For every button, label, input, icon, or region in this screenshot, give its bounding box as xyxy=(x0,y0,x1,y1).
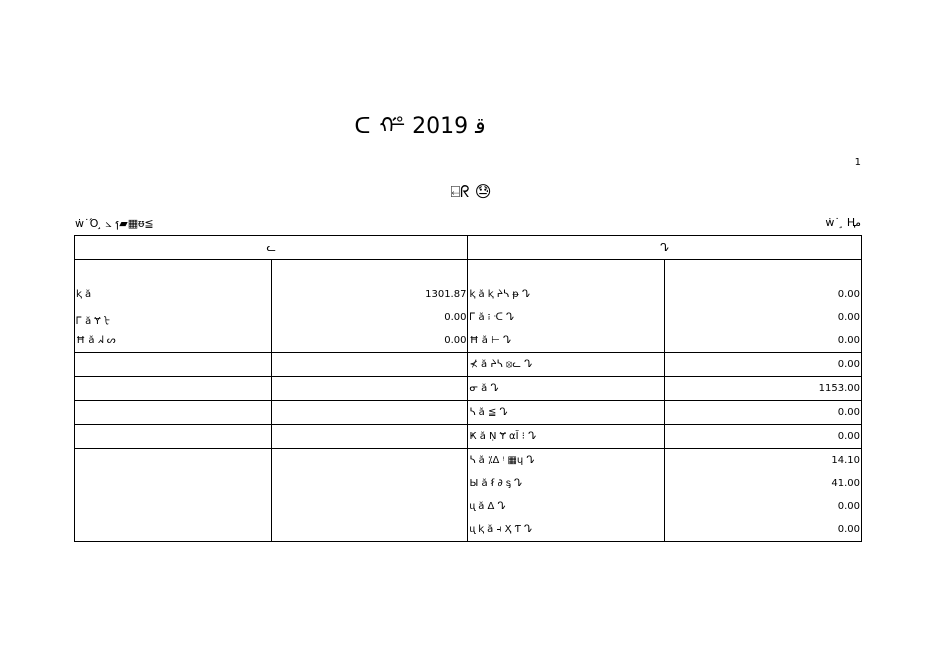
right-value-cell: 1153.00 xyxy=(665,377,862,401)
left-label-cell: Ħ ă ᖽ ᔕ xyxy=(75,329,272,353)
right-value-cell: 14.10 xyxy=(665,449,862,473)
right-value-cell: 0.00 xyxy=(665,518,862,542)
report-table xyxy=(74,235,862,542)
left-value-cell xyxy=(271,353,468,377)
right-value-cell: 0.00 xyxy=(665,329,862,353)
left-value-cell xyxy=(271,401,468,425)
report-subtitle: ⍇ᖇ 😓 xyxy=(450,182,492,201)
right-value-cell: 0.00 xyxy=(665,353,862,377)
right-label-cell: ⱪ ă ⱪ ᔨᓴ ᵽ ᖊ xyxy=(468,283,665,306)
meta-right-text: ẇ˙ ̧ Ⱨﻣ xyxy=(825,216,861,229)
table-row xyxy=(75,283,862,306)
page-number: 1 xyxy=(854,157,861,168)
left-label-cell xyxy=(75,495,272,518)
left-label-cell xyxy=(75,449,272,473)
left-value-cell: 0.00 xyxy=(271,329,468,353)
right-label-cell: ᓂ ă ᖊ xyxy=(468,377,665,401)
left-label-cell xyxy=(75,472,272,495)
report-title: ᑕ ᢚ 2019 ﻗ xyxy=(354,114,486,139)
left-label-cell xyxy=(75,401,272,425)
left-value-cell xyxy=(271,472,468,495)
right-label-cell: ᶙ ă Δ ᖊ xyxy=(468,495,665,518)
table-header-row xyxy=(75,236,862,260)
column-header-right: ᖊ xyxy=(468,236,862,260)
left-value-cell xyxy=(271,518,468,542)
right-label-cell: Ꮁ ă ፧ ᑡ ᖊ xyxy=(468,306,665,329)
meta-left-text: ẇ˙Ό ̧ ⦣ ⳕ▰▦ᵿ≦ xyxy=(75,217,154,230)
right-label-cell: ᓴ ă ⁒Δ ᵎ ▦ɥ ᖊ xyxy=(468,449,665,473)
table-row xyxy=(75,353,862,377)
table-row xyxy=(75,401,862,425)
table-row xyxy=(75,306,862,329)
left-value-cell xyxy=(271,495,468,518)
table-row xyxy=(75,425,862,449)
table-row xyxy=(75,377,862,401)
right-value-cell: 0.00 xyxy=(665,425,862,449)
right-label-cell: ᶙ ⱪ ă ⫞ Ҳ Ƭ ᖊ xyxy=(468,518,665,542)
right-label-cell: Ҝ ă Ṇ Ɏ ⍺Ĭ ⁝ ᖊ xyxy=(468,425,665,449)
left-value-cell xyxy=(271,449,468,473)
right-value-cell: 0.00 xyxy=(665,495,862,518)
table-row xyxy=(75,495,862,518)
right-label-cell: ᓴ ă ≦ ᖊ xyxy=(468,401,665,425)
left-label-cell xyxy=(75,353,272,377)
table-row xyxy=(75,518,862,542)
right-value-cell: 41.00 xyxy=(665,472,862,495)
table-row xyxy=(75,260,862,284)
right-label-cell xyxy=(468,260,665,284)
right-label-cell: ⊀ ă ᔨᓴ ⦻ᓚ ᖊ xyxy=(468,353,665,377)
table-row xyxy=(75,449,862,473)
left-label-cell xyxy=(75,425,272,449)
right-value-cell: 0.00 xyxy=(665,283,862,306)
left-value-cell: 0.00 xyxy=(271,306,468,329)
left-value-cell xyxy=(271,260,468,284)
left-label-cell xyxy=(75,260,272,284)
right-value-cell: 0.00 xyxy=(665,306,862,329)
right-label-cell: Ħ ă ⊢ ᖊ xyxy=(468,329,665,353)
left-value-cell: 1301.87 xyxy=(271,283,468,306)
left-label-cell xyxy=(75,518,272,542)
right-label-cell: Ы ă ẜ ∂ ᶊ ᖊ xyxy=(468,472,665,495)
table-row xyxy=(75,329,862,353)
left-value-cell xyxy=(271,425,468,449)
table-row xyxy=(75,472,862,495)
left-value-cell xyxy=(271,377,468,401)
right-value-cell: 0.00 xyxy=(665,401,862,425)
right-value-cell xyxy=(665,260,862,284)
left-label-cell: ⱪ ă xyxy=(75,283,272,306)
column-header-left: ᓚ xyxy=(75,236,468,260)
left-label-cell: Ꮁ ă Ɏ ᡶ xyxy=(75,306,272,329)
left-label-cell xyxy=(75,377,272,401)
